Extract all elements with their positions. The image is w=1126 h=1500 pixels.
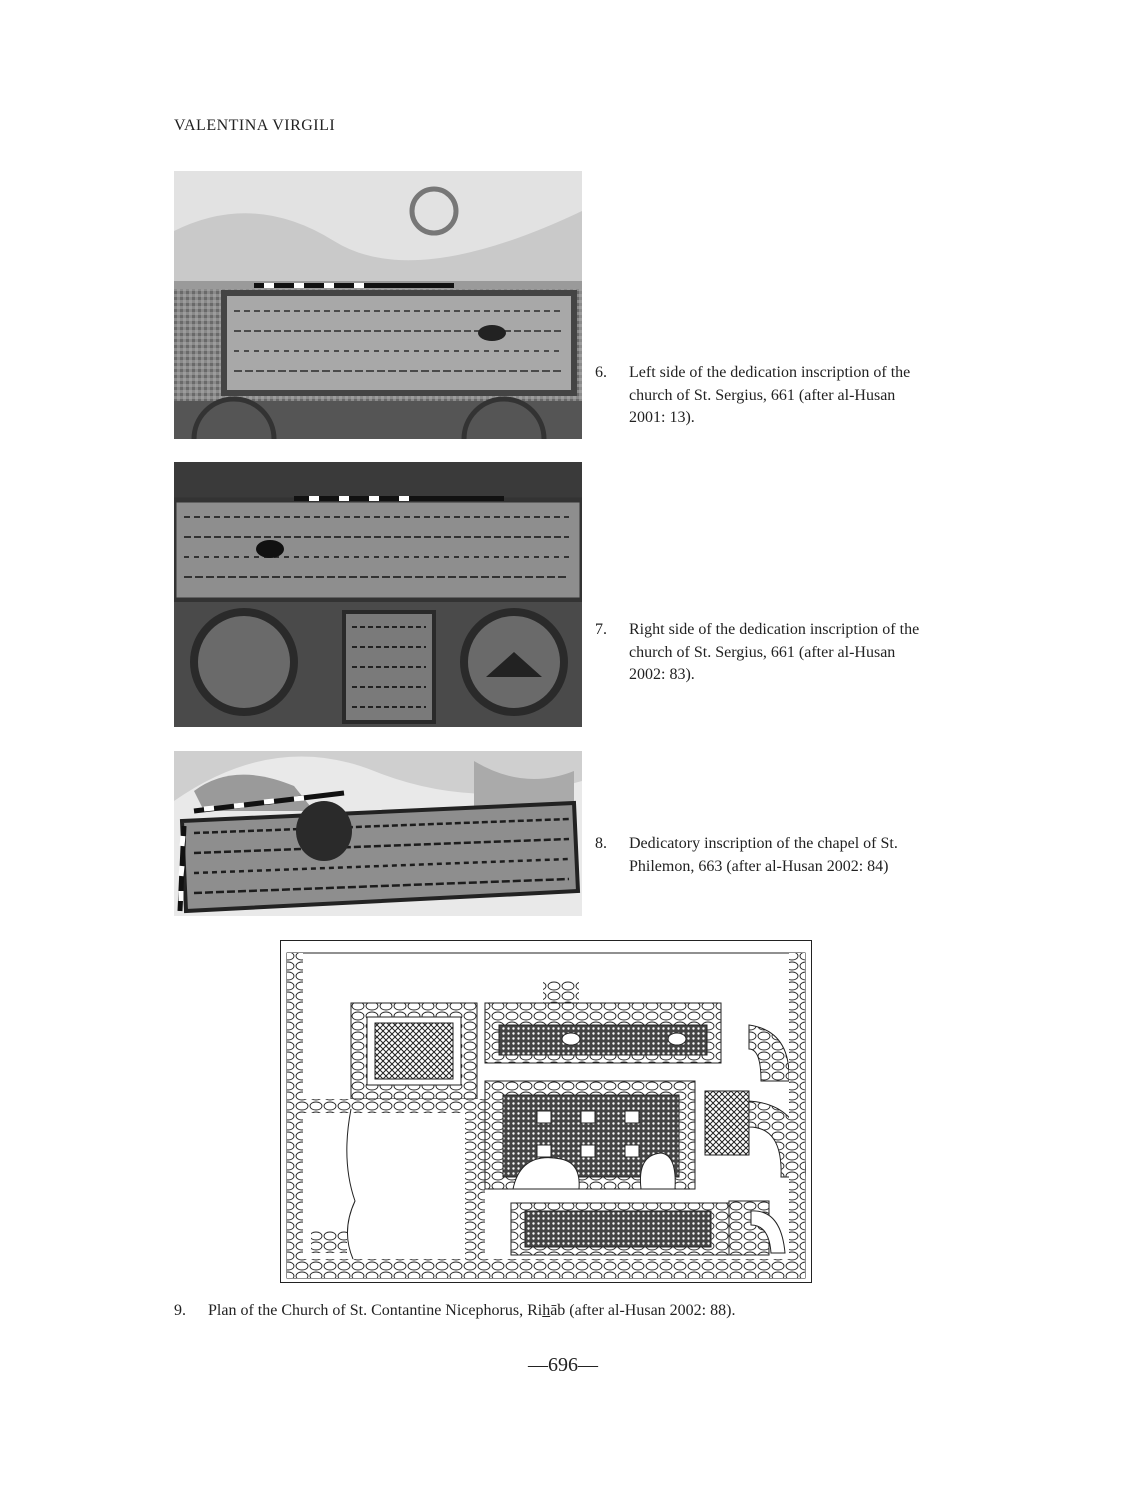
figure-7-photo [174, 462, 582, 727]
figure-6-number: 6. [595, 364, 607, 381]
figure-9-caption-start: Plan of the Church of St. Contantine Nicephorus, Ri [208, 1302, 543, 1319]
figure-7-caption-text: Right side of the dedication inscription of the church of St. Sergius, 661 (after al-Husan 2002: 83). [629, 621, 920, 683]
figure-7-number: 7. [595, 621, 607, 638]
figure-9-number: 9. [174, 1302, 186, 1319]
church-plan-drawing [280, 940, 812, 1283]
figure-6-caption-text: Left side of the dedication inscription of the church of St. Sergius, 661 (after al-Husan 2001: 13). [629, 364, 911, 426]
figure-9-caption [174, 1302, 735, 1320]
figure-9-caption-underlined: h [542, 1302, 551, 1319]
running-head: VALENTINA VIRGILI [174, 117, 336, 134]
figure-7-caption [595, 619, 929, 689]
figure-6-photo [174, 171, 582, 439]
figure-8-caption [595, 833, 929, 903]
figure-8-photo [174, 751, 582, 916]
figure-8-caption-text: Dedicatory inscription of the chapel of St. Philemon, 663 (after al-Husan 2002: 84) [629, 835, 898, 875]
figure-6-caption [595, 362, 929, 432]
page-number: —696— [528, 1354, 598, 1376]
figure-8-number: 8. [595, 835, 607, 852]
figure-9-caption-end: āb (after al-Husan 2002: 88). [550, 1302, 736, 1319]
